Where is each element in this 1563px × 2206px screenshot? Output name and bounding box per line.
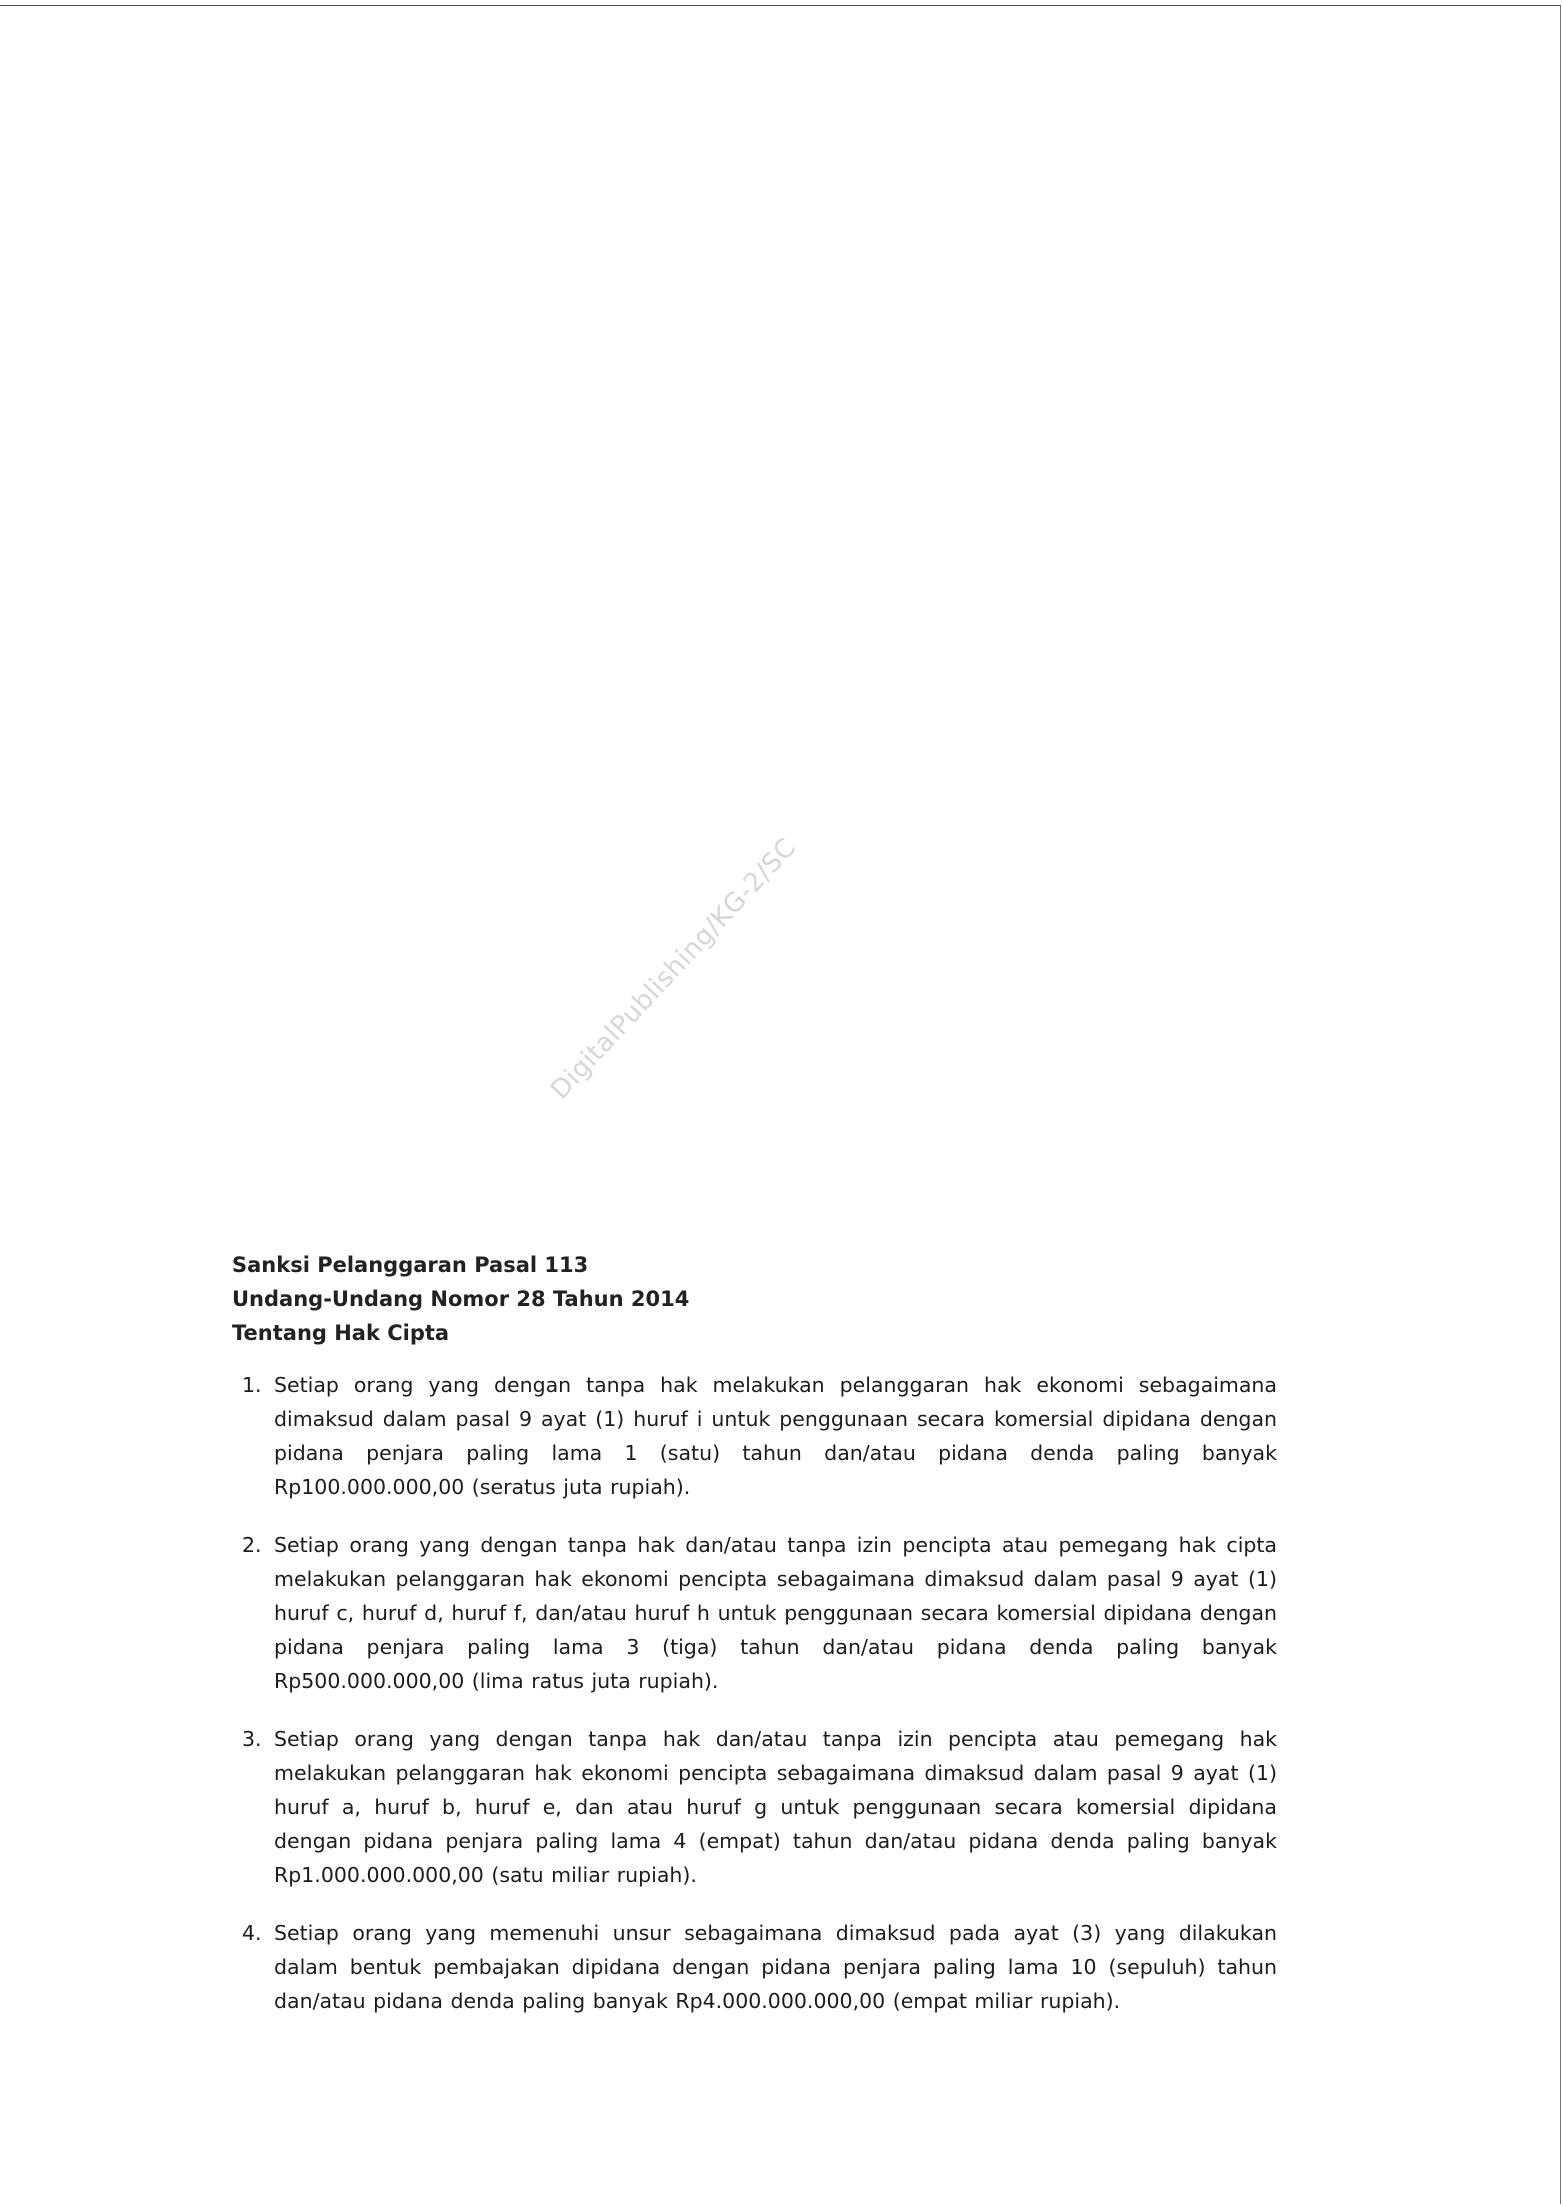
heading-line-2: Undang-Undang Nomor 28 Tahun 2014 [232, 1287, 690, 1311]
clause-text: Setiap orang yang dengan tanpa hak dan/atau tanpa izin pencipta atau pemegang hak cipta melakukan pelanggaran hak ekonomi pencipta sebagaimana dimaksud dalam pasal 9 ayat (1) huruf c, huruf d, huruf f, dan/atau huruf h untuk penggunaan secara komersial dipidana dengan pidana penjara paling lama 3 (tiga) tahun dan/atau pidana denda paling banyak Rp500.000.000,00 (lima ratus juta rupiah). [274, 1533, 1277, 1693]
heading-line-1: Sanksi Pelanggaran Pasal 113 [232, 1253, 589, 1277]
clause-number: 3. [242, 1727, 262, 1751]
clause-number: 1. [242, 1373, 262, 1397]
clause-text: Setiap orang yang memenuhi unsur sebagaimana dimaksud pada ayat (3) yang dilakukan dalam bentuk pembajakan dipidana dengan pidana penjara paling lama 10 (sepuluh) tahun dan/atau pidana denda paling banyak Rp4.000.000.000,00 (empat miliar rupiah). [274, 1921, 1277, 2013]
clause-number: 2. [242, 1533, 262, 1557]
clause-item [232, 1916, 1277, 2018]
clause-item [232, 1722, 1277, 1892]
section-heading [232, 1248, 1277, 1350]
sanctions-section [232, 1248, 1277, 2042]
clause-text: Setiap orang yang dengan tanpa hak melakukan pelanggaran hak ekonomi sebagaimana dimaksud dalam pasal 9 ayat (1) huruf i untuk penggunaan secara komersial dipidana dengan pidana penjara paling lama 1 (satu) tahun dan/atau pidana denda paling banyak Rp100.000.000,00 (seratus juta rupiah). [274, 1373, 1277, 1499]
clause-list [232, 1368, 1277, 2018]
clause-text: Setiap orang yang dengan tanpa hak dan/atau tanpa izin pencipta atau pemegang hak melakukan pelanggaran hak ekonomi pencipta sebagaimana dimaksud dalam pasal 9 ayat (1) huruf a, huruf b, huruf e, dan atau huruf g untuk penggunaan secara komersial dipidana dengan pidana penjara paling lama 4 (empat) tahun dan/atau pidana denda paling banyak Rp1.000.000.000,00 (satu miliar rupiah). [274, 1727, 1277, 1887]
clause-item [232, 1528, 1277, 1698]
heading-line-3: Tentang Hak Cipta [232, 1321, 450, 1345]
watermark: DigitalPublishing/KG-2/SC [545, 832, 803, 1106]
clause-number: 4. [242, 1921, 262, 1945]
clause-item [232, 1368, 1277, 1504]
